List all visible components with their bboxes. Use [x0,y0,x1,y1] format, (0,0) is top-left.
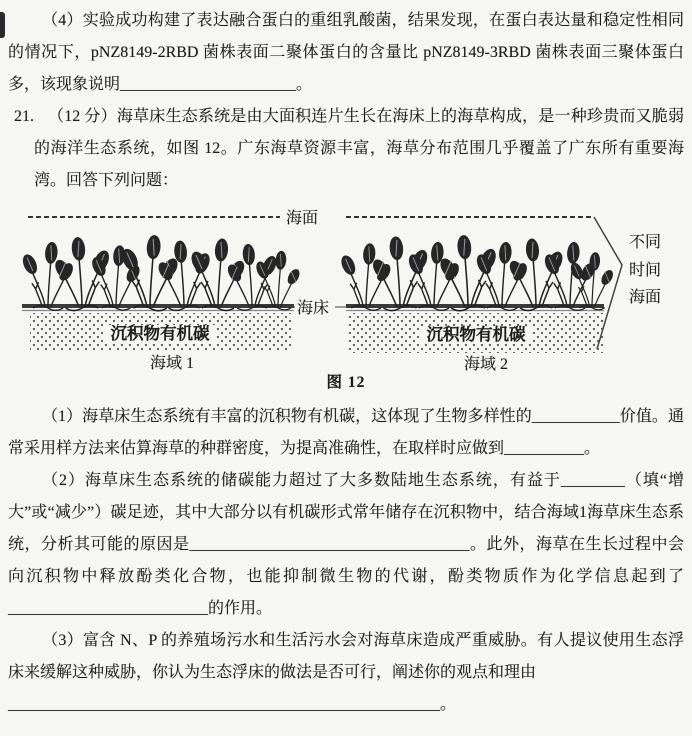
question21-sub3: （3）富含 N、P 的养殖场污水和生活污水会对海草床造成严重威胁。有人提议使用生态浮床来缓解这种威胁，你认为生态浮床的做法是否可行，阐述你的观点和理由 [8,632,684,681]
question21-stem: （12 分）海草床生态系统是由大面积连片生长在海床上的海草构成，是一种珍贵而又脆弱的海洋生态系统，如图 12。广东海草资源丰富，海草分布范围几乎覆盖了广东所有重要海湾。回答下列问题： [34,108,684,189]
figure-caption: 图 12 [326,374,366,391]
question21-sub2: （2）海草床生态系统的储碳能力超过了大多数陆地生态系统，有益于________（填“增大”或“减少”）碳足迹，其中大部分以有机碳形式常年储存在沉积物中，结合海域1海草床生态系统，分析其可能的原因是___________________________________。此外，海草在生长过程中会向沉积物中释放酚类化合物，也能抑制微生物的代谢，酚类物质作为化学信息起到了_________________________的作用。 [8,472,684,617]
brace-label-line2: 时间 [628,262,662,279]
seagrass-bed-left [20,235,302,311]
seabed-label: 海床 [297,300,330,317]
sediment-label-left: 沉积物有机碳 [110,324,210,343]
sediment-label-right: 沉积物有机碳 [426,325,526,344]
question20-part4-text: （4）实验成功构建了表达融合蛋白的重组乳酸菌，结果发现，在蛋白表达量和稳定性相同的情况下，pNZ8149-2RBD 菌株表面二聚体蛋白的含量比 pNZ8149-3RBD 菌株表面三聚体蛋白多，该现象说明______________________。 [8,12,684,93]
brace-label-line1: 不同 [628,234,662,251]
question21-sub3-answer-blank: ______________________________________________________。 [8,696,457,713]
area2-label: 海域 2 [463,356,509,373]
seagrass-diagram [0,199,692,373]
question21-stem-block [0,101,684,197]
brace-label-line3: 海面 [628,289,662,306]
question21-number: 21. [14,108,34,125]
question21-sub1: （1）海草床生态系统有丰富的沉积物有机碳，这体现了生物多样性的___________价值。通常采用样方法来估算海草的种群密度，为提高准确性，在取样时应做到__________。 [8,408,684,457]
seagrass-bed-right [339,235,616,311]
area1-label: 海域 1 [149,355,195,372]
sea-surface-label: 海面 [286,210,319,227]
scan-artifact [0,12,5,38]
figure-12 [0,199,692,393]
